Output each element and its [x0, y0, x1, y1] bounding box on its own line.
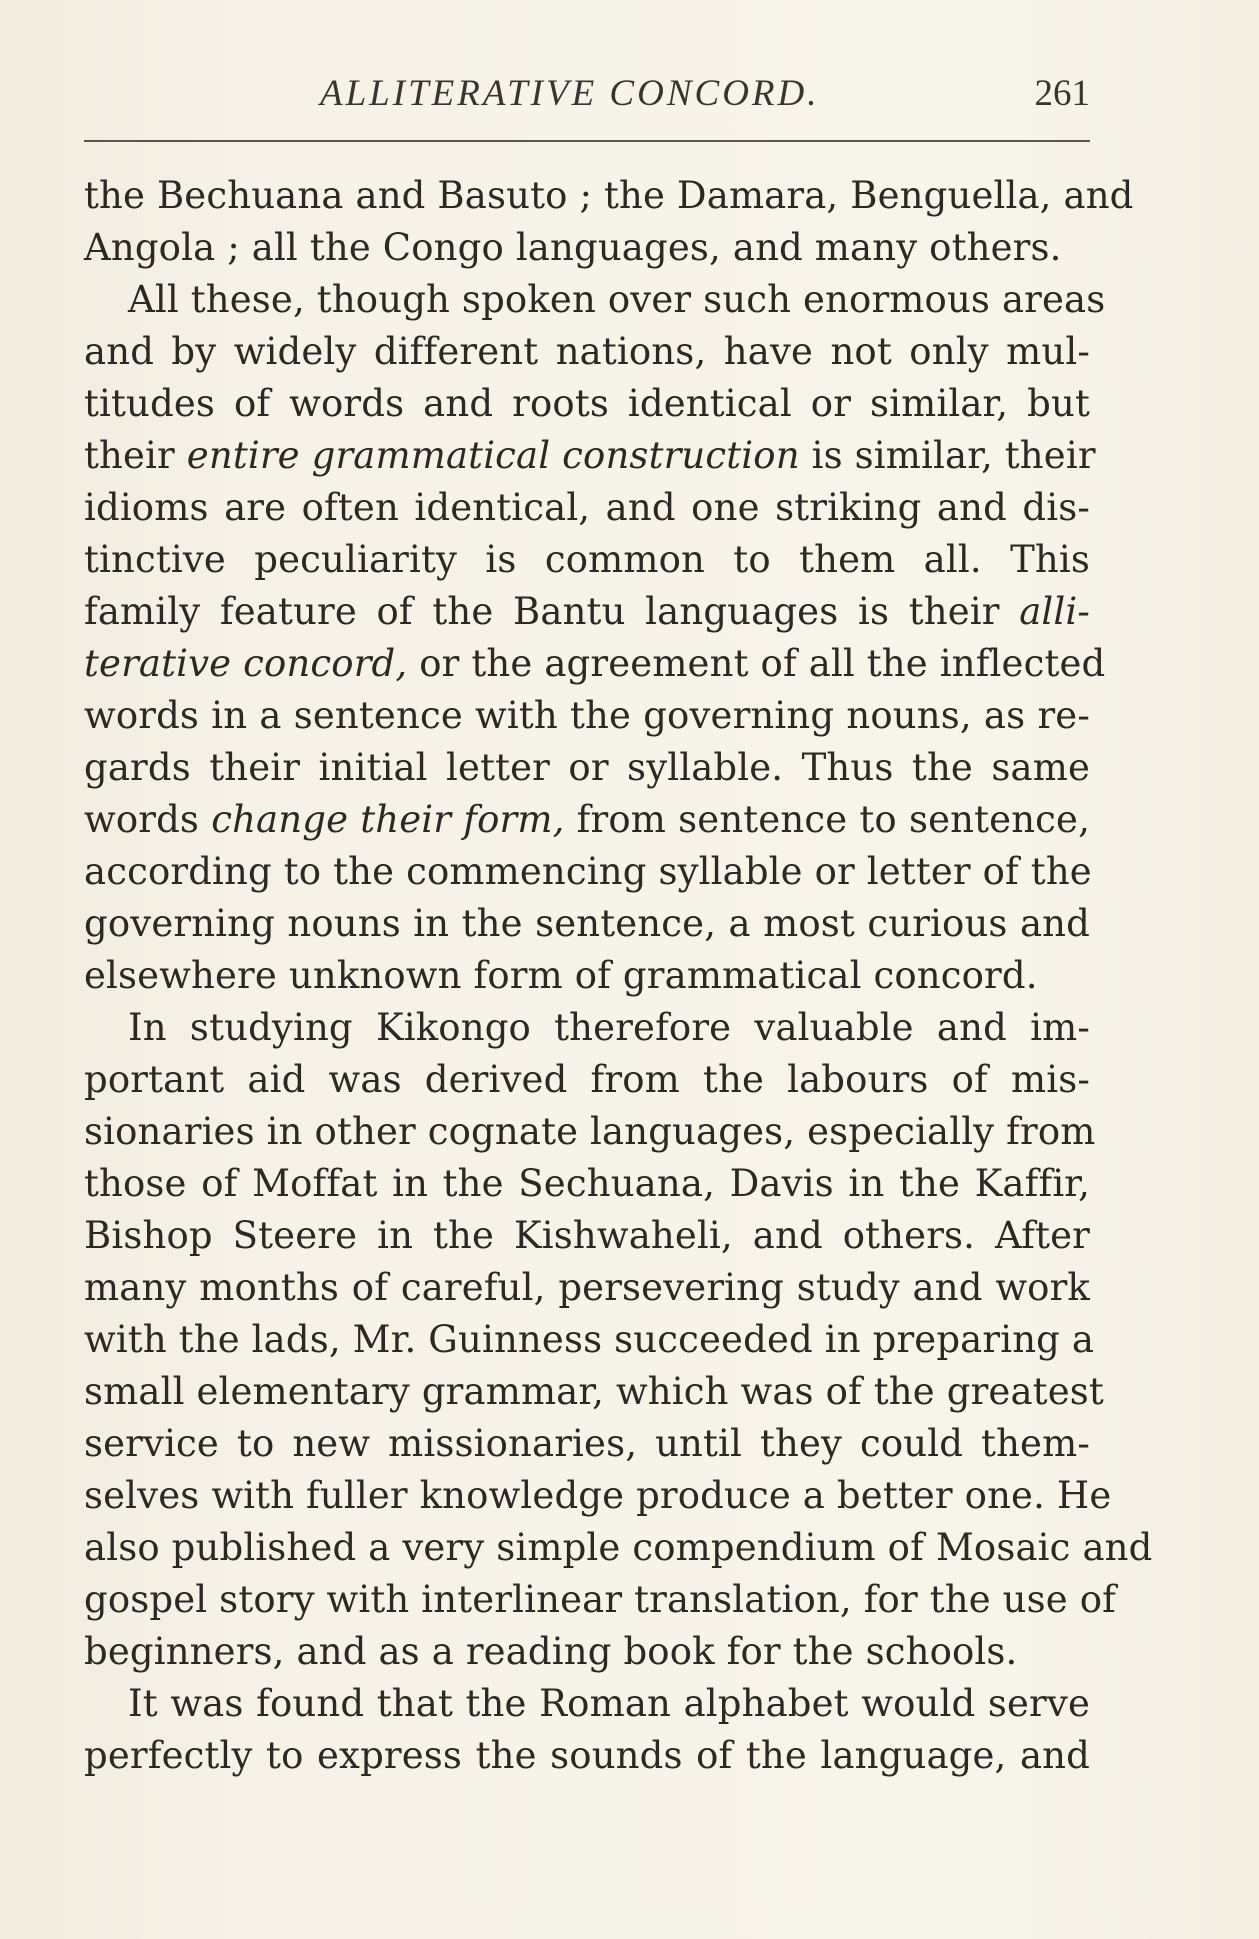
text-line: portant aid was derived from the labours of mis-	[84, 1058, 1090, 1101]
header-rule	[84, 140, 1090, 142]
text-line: with the lads, Mr. Guinness succeeded in preparing a	[84, 1318, 1095, 1361]
text-line: gards their initial letter or syllable. Thus the same	[84, 746, 1090, 789]
running-head: ALLITERATIVE CONCORD.	[320, 73, 820, 114]
text-line: elsewhere unknown form of grammatical concord.	[84, 954, 1038, 997]
page-number: 261	[1034, 73, 1090, 114]
text-line: governing nouns in the sentence, a most curious and	[84, 902, 1090, 945]
text-line	[84, 638, 1106, 690]
text-line: tinctive peculiarity is common to them all. This	[84, 538, 1090, 581]
italic-phrase: change their form,	[211, 798, 565, 841]
italic-phrase: terative concord,	[84, 642, 408, 685]
text-line: words in a sentence with the governing nouns, as re-	[84, 694, 1090, 737]
italic-phrase: entire grammatical construction	[186, 434, 800, 477]
text-line: the Bechuana and Basuto ; the Damara, Benguella, and	[84, 174, 1134, 217]
text-line: also published a very simple compendium of Mosaic and	[84, 1526, 1153, 1569]
text-segment: or the agreement of all the inflected	[419, 642, 1106, 685]
text-line: selves with fuller knowledge produce a better one. He	[84, 1474, 1112, 1517]
text-line: small elementary grammar, which was of the greatest	[84, 1370, 1104, 1413]
text-line	[84, 794, 1090, 846]
text-line: In studying Kikongo therefore valuable and im-	[128, 1006, 1090, 1049]
text-line: perfectly to express the sounds of the language, and	[84, 1734, 1090, 1777]
text-line	[84, 430, 1096, 482]
text-line: those of Moffat in the Sechuana, Davis in the Kaffir,	[84, 1162, 1090, 1205]
text-segment: words	[84, 798, 200, 841]
text-line: sionaries in other cognate languages, especially from	[84, 1110, 1096, 1153]
body-text	[84, 170, 1153, 1782]
text-line: It was found that the Roman alphabet would serve	[128, 1682, 1090, 1725]
text-segment: is similar, their	[811, 434, 1096, 477]
text-line	[84, 586, 1090, 638]
text-line: All these, though spoken over such enormous areas	[128, 278, 1106, 321]
text-line: beginners, and as a reading book for the schools.	[84, 1630, 1018, 1673]
text-line: Angola ; all the Congo languages, and many others.	[84, 226, 1062, 269]
text-line: titudes of words and roots identical or similar, but	[84, 382, 1090, 425]
text-segment: from sentence to sentence,	[576, 798, 1090, 841]
page-header	[84, 72, 1090, 116]
text-line: Bishop Steere in the Kishwaheli, and others. After	[84, 1214, 1090, 1257]
text-segment: family feature of the Bantu languages is their	[84, 590, 1000, 633]
italic-phrase: alli-	[1019, 590, 1090, 633]
text-line: according to the commencing syllable or letter of the	[84, 850, 1092, 893]
text-line: idioms are often identical, and one striking and dis-	[84, 486, 1090, 529]
text-line: gospel story with interlinear translation, for the use of	[84, 1578, 1117, 1621]
text-line: and by widely different nations, have not only mul-	[84, 330, 1090, 373]
text-segment: their	[84, 434, 175, 477]
text-line: many months of careful, persevering study and work	[84, 1266, 1090, 1309]
text-line: service to new missionaries, until they could them-	[84, 1422, 1090, 1465]
